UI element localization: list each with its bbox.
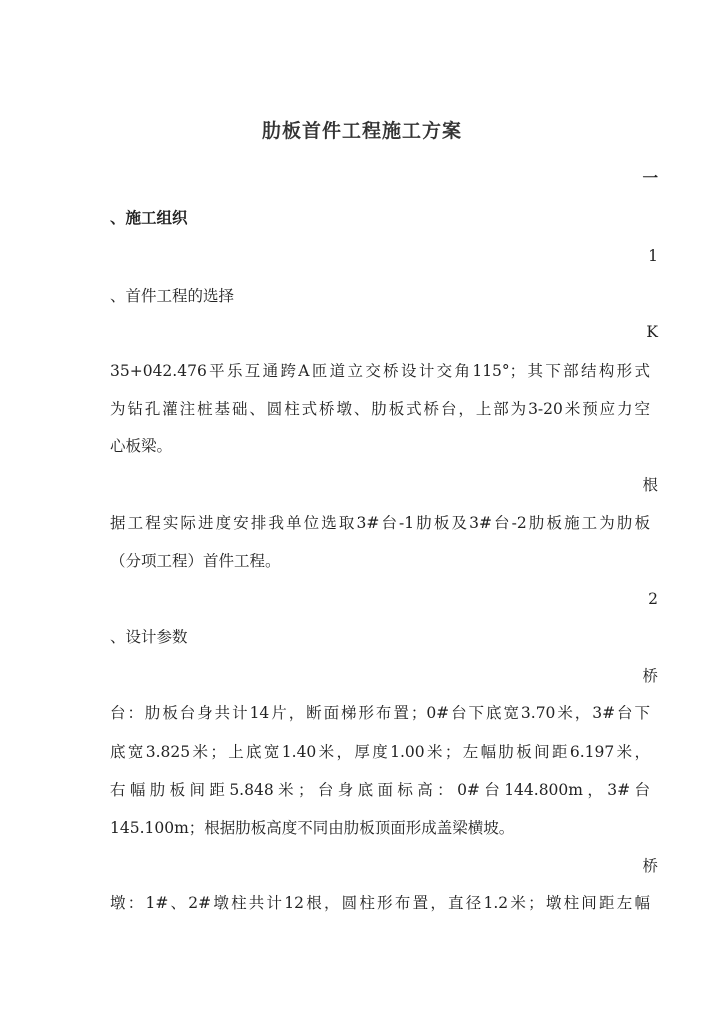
paragraph-line: 台：肋板台身共计14片，断面梯形布置；0#台下底宽3.70米，3#台下 xyxy=(110,704,650,722)
paragraph-lead-char: K xyxy=(646,323,658,341)
paragraph-line: 右幅肋板间距5.848米；台身底面标高：0#台144.800m，3#台 xyxy=(110,781,650,799)
paragraph-lead-char: 桥 xyxy=(642,667,658,685)
section-heading: 、施工组织 xyxy=(110,209,188,227)
paragraph-line: 为钻孔灌注桩基础、圆柱式桥墩、肋板式桥台，上部为3-20米预应力空 xyxy=(110,400,650,418)
paragraph-line: 墩：1#、2#墩柱共计12根，圆柱形布置，直径1.2米；墩柱间距左幅 xyxy=(110,894,650,912)
paragraph-lead-char: 根 xyxy=(642,476,658,494)
subsection-number-marker: 2 xyxy=(648,590,658,608)
paragraph-line: （分项工程）首件工程。 xyxy=(110,552,281,570)
paragraph-line: 35+042.476平乐互通跨A匝道立交桥设计交角115°；其下部结构形式 xyxy=(110,362,650,380)
paragraph-line: 据工程实际进度安排我单位选取3#台-1肋板及3#台-2肋板施工为肋板 xyxy=(110,514,650,532)
section-number-marker: 一 xyxy=(642,169,658,187)
paragraph-line: 心板梁。 xyxy=(110,437,173,455)
paragraph-line: 145.100m；根据肋板高度不同由肋板顶面形成盖梁横坡。 xyxy=(110,819,515,837)
paragraph-line: 底宽3.825米；上底宽1.40米，厚度1.00米；左幅肋板间距6.197米， xyxy=(110,743,650,761)
document-title: 肋板首件工程施工方案 xyxy=(261,120,462,142)
paragraph-lead-char: 桥 xyxy=(642,857,658,875)
subsection-heading: 、设计参数 xyxy=(110,628,188,646)
subsection-heading: 、首件工程的选择 xyxy=(110,287,235,305)
subsection-number-marker: 1 xyxy=(648,247,658,265)
